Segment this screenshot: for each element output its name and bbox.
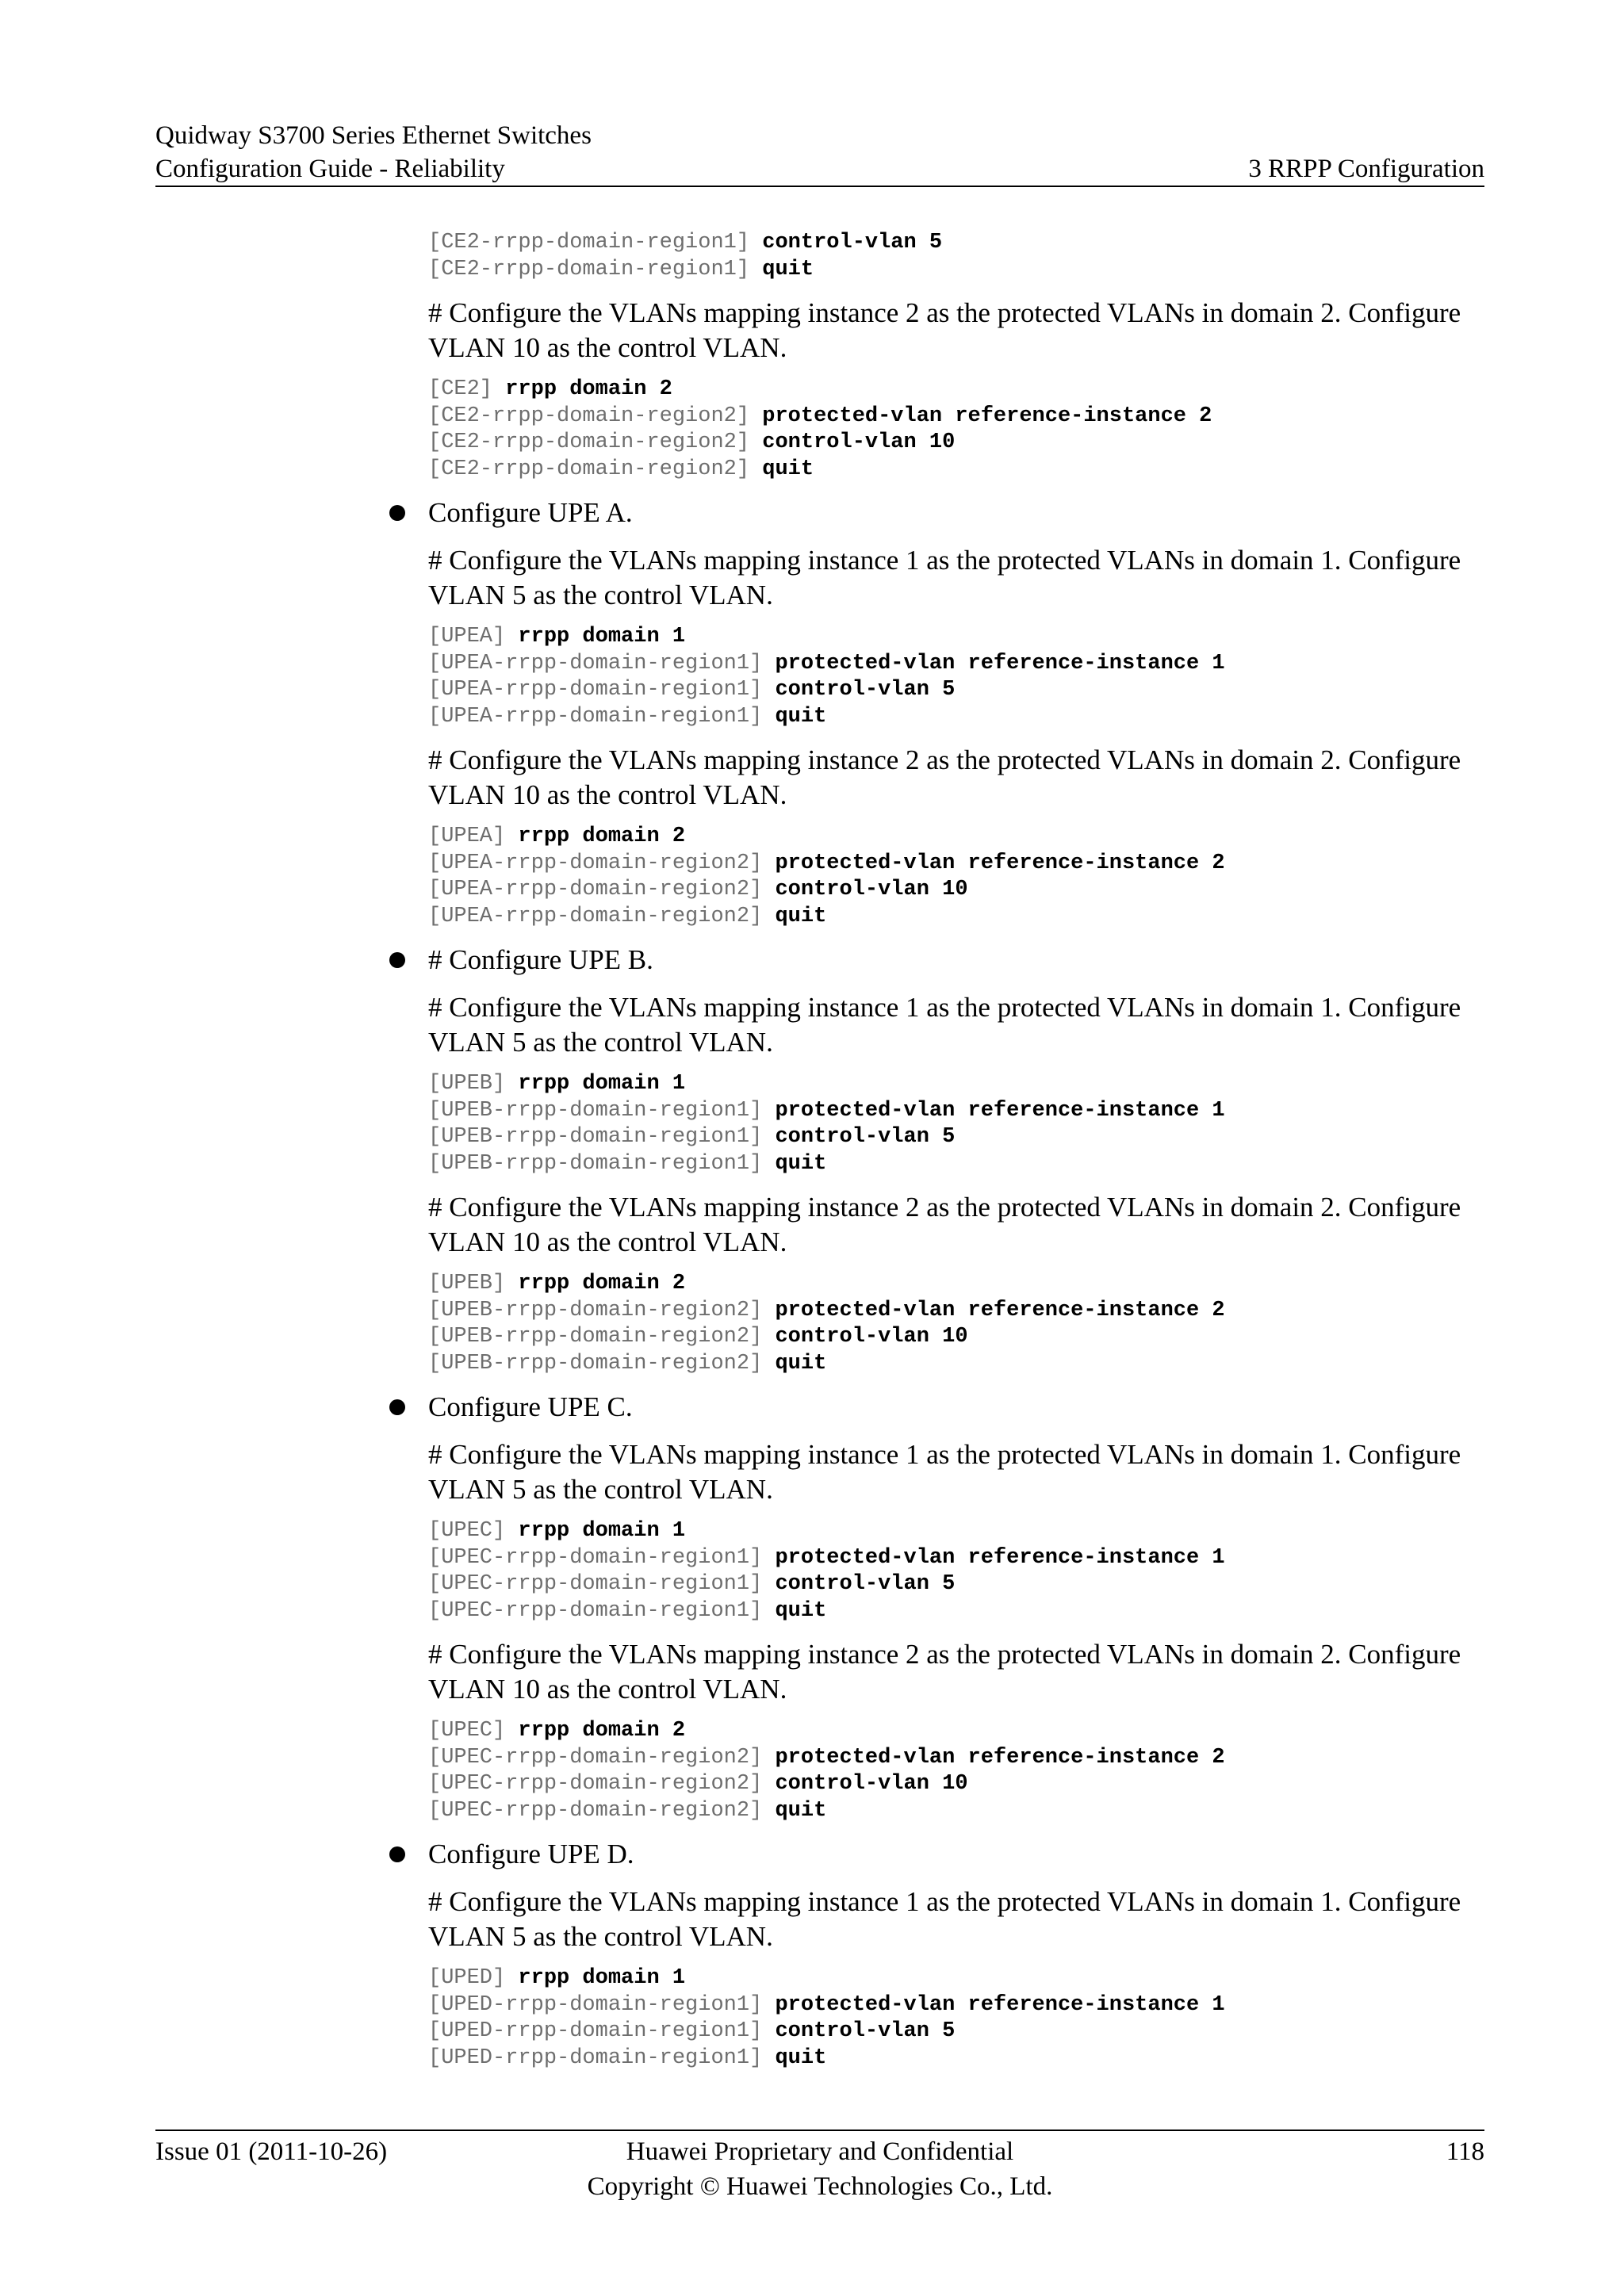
cli-command: rrpp domain 2 xyxy=(518,1719,686,1743)
cli-prompt: [UPEC-rrpp-domain-region2] xyxy=(428,1798,776,1823)
instruction-paragraph: # Configure the VLANs mapping instance 1 as the protected VLANs in domain 1. Configure VLAN 5 as the control VLAN. xyxy=(428,1886,1461,1952)
cli-command: quit xyxy=(775,704,827,729)
chapter-title: 3 RRPP Configuration xyxy=(1248,155,1484,183)
bullet-item xyxy=(428,1390,1488,1425)
code-block xyxy=(428,1518,1488,1624)
cli-prompt: [CE2] xyxy=(428,377,506,401)
cli-command: protected-vlan reference-instance 2 xyxy=(775,851,1225,875)
cli-command: rrpp domain 1 xyxy=(518,1966,686,1990)
document-product-title: Quidway S3700 Series Ethernet Switches xyxy=(155,121,592,150)
cli-prompt: [CE2-rrpp-domain-region2] xyxy=(428,430,763,454)
cli-prompt: [CE2-rrpp-domain-region2] xyxy=(428,457,763,481)
cli-command: protected-vlan reference-instance 1 xyxy=(775,651,1225,675)
cli-command: protected-vlan reference-instance 2 xyxy=(775,1298,1225,1322)
code-line xyxy=(428,1351,1488,1378)
bullet-item xyxy=(428,1837,1488,1872)
bullet-text: # Configure UPE B. xyxy=(428,944,653,975)
cli-prompt: [UPEC] xyxy=(428,1719,519,1743)
code-block xyxy=(428,1718,1488,1824)
cli-prompt: [CE2-rrpp-domain-region2] xyxy=(428,404,763,428)
cli-command: protected-vlan reference-instance 1 xyxy=(775,1098,1225,1123)
code-line xyxy=(428,677,1488,704)
proprietary-notice: Huawei Proprietary and Confidential xyxy=(626,2137,1014,2166)
code-line xyxy=(428,1324,1488,1351)
cli-prompt: [UPEC-rrpp-domain-region2] xyxy=(428,1772,776,1796)
code-line xyxy=(428,2019,1488,2045)
code-block xyxy=(428,1271,1488,1377)
code-line xyxy=(428,877,1488,904)
instruction-paragraph: # Configure the VLANs mapping instance 2 as the protected VLANs in domain 2. Configure VLAN 10 as the control VLAN. xyxy=(428,1192,1461,1257)
code-line xyxy=(428,257,1488,284)
cli-command: quit xyxy=(775,1351,827,1376)
code-line xyxy=(428,1518,1488,1545)
cli-command: control-vlan 5 xyxy=(775,1125,956,1149)
code-line xyxy=(428,2045,1488,2072)
code-line xyxy=(428,851,1488,878)
cli-prompt: [UPED-rrpp-domain-region1] xyxy=(428,1992,776,2017)
cli-prompt: [UPEB-rrpp-domain-region1] xyxy=(428,1151,776,1176)
code-line xyxy=(428,1718,1488,1745)
cli-prompt: [UPEC-rrpp-domain-region1] xyxy=(428,1572,776,1596)
bullet-text: Configure UPE C. xyxy=(428,1391,633,1422)
code-block xyxy=(428,824,1488,930)
instruction-paragraph: # Configure the VLANs mapping instance 2 as the protected VLANs in domain 2. Configure VLAN 10 as the control VLAN. xyxy=(428,1639,1461,1705)
code-line xyxy=(428,1098,1488,1125)
code-line xyxy=(428,1965,1488,1992)
code-block xyxy=(428,624,1488,730)
cli-prompt: [UPEA-rrpp-domain-region1] xyxy=(428,651,776,675)
code-line xyxy=(428,1745,1488,1772)
cli-command: control-vlan 5 xyxy=(762,231,943,254)
cli-prompt: [UPEA-rrpp-domain-region2] xyxy=(428,851,776,875)
code-line xyxy=(428,1071,1488,1098)
bullet-dot-icon xyxy=(389,952,405,968)
cli-command: control-vlan 10 xyxy=(775,878,968,901)
instruction-paragraph: # Configure the VLANs mapping instance 1 as the protected VLANs in domain 1. Configure VLAN 5 as the control VLAN. xyxy=(428,992,1461,1058)
cli-prompt: [UPEC-rrpp-domain-region2] xyxy=(428,1745,776,1770)
code-block xyxy=(428,230,1488,283)
code-line xyxy=(428,651,1488,678)
cli-command: rrpp domain 1 xyxy=(518,1519,686,1543)
code-block xyxy=(428,1071,1488,1177)
cli-prompt: [UPED] xyxy=(428,1966,519,1990)
cli-prompt: [UPEC-rrpp-domain-region1] xyxy=(428,1598,776,1623)
header-left xyxy=(155,119,592,186)
cli-command: quit xyxy=(762,457,814,481)
code-line xyxy=(428,824,1488,851)
code-line xyxy=(428,1771,1488,1798)
cli-command: control-vlan 10 xyxy=(775,1325,968,1349)
cli-prompt: [UPEA] xyxy=(428,625,519,649)
code-line xyxy=(428,404,1488,430)
instruction-paragraph: # Configure the VLANs mapping instance 2 as the protected VLANs in domain 2. Configure VLAN 10 as the control VLAN. xyxy=(428,297,1461,363)
cli-command: protected-vlan reference-instance 1 xyxy=(775,1545,1225,1570)
code-line xyxy=(428,457,1488,484)
bullet-text: Configure UPE D. xyxy=(428,1839,634,1869)
code-line xyxy=(428,230,1488,257)
cli-prompt: [UPEA-rrpp-domain-region1] xyxy=(428,678,776,702)
bullet-dot-icon xyxy=(389,1846,405,1862)
page-number: 118 xyxy=(1446,2137,1484,2166)
code-line xyxy=(428,704,1488,731)
cli-command: rrpp domain 1 xyxy=(518,625,686,649)
cli-prompt: [UPEB-rrpp-domain-region2] xyxy=(428,1351,776,1376)
cli-prompt: [UPEB] xyxy=(428,1272,519,1295)
code-line xyxy=(428,1271,1488,1298)
cli-prompt: [UPEA-rrpp-domain-region2] xyxy=(428,904,776,928)
cli-prompt: [UPEA] xyxy=(428,825,519,848)
instruction-paragraph: # Configure the VLANs mapping instance 1 as the protected VLANs in domain 1. Configure VLAN 5 as the control VLAN. xyxy=(428,1439,1461,1505)
cli-command: rrpp domain 2 xyxy=(518,825,686,848)
cli-command: control-vlan 5 xyxy=(775,2019,956,2043)
cli-prompt: [UPEB-rrpp-domain-region1] xyxy=(428,1125,776,1149)
cli-command: rrpp domain 2 xyxy=(518,1272,686,1295)
copyright-notice: Copyright © Huawei Technologies Co., Ltd. xyxy=(587,2172,1053,2201)
code-line xyxy=(428,1598,1488,1625)
cli-command: protected-vlan reference-instance 1 xyxy=(775,1992,1225,2017)
cli-command: quit xyxy=(775,1151,827,1176)
code-line xyxy=(428,1124,1488,1151)
bullet-text: Configure UPE A. xyxy=(428,497,633,528)
cli-prompt: [UPEC] xyxy=(428,1519,519,1543)
cli-prompt: [UPEB-rrpp-domain-region1] xyxy=(428,1098,776,1123)
page-header xyxy=(155,119,1484,187)
code-line xyxy=(428,377,1488,404)
code-line xyxy=(428,904,1488,931)
cli-command: control-vlan 5 xyxy=(775,678,956,702)
page-footer xyxy=(155,2130,1484,2204)
cli-prompt: [UPED-rrpp-domain-region1] xyxy=(428,2045,776,2070)
code-block xyxy=(428,377,1488,483)
cli-command: rrpp domain 2 xyxy=(505,377,672,401)
cli-command: control-vlan 10 xyxy=(762,430,956,454)
code-line xyxy=(428,1545,1488,1572)
bullet-item xyxy=(428,496,1488,530)
cli-prompt: [UPEA-rrpp-domain-region2] xyxy=(428,878,776,901)
cli-command: quit xyxy=(775,904,827,928)
cli-command: control-vlan 5 xyxy=(775,1572,956,1596)
cli-prompt: [UPEC-rrpp-domain-region1] xyxy=(428,1545,776,1570)
cli-command: quit xyxy=(775,1798,827,1823)
cli-prompt: [CE2-rrpp-domain-region1] xyxy=(428,231,763,254)
code-block xyxy=(428,1965,1488,2072)
cli-command: quit xyxy=(775,1598,827,1623)
code-line xyxy=(428,1298,1488,1325)
code-line xyxy=(428,1151,1488,1178)
cli-command: quit xyxy=(762,257,814,281)
bullet-item xyxy=(428,943,1488,978)
cli-prompt: [UPEA-rrpp-domain-region1] xyxy=(428,704,776,729)
document-guide-title: Configuration Guide - Reliability xyxy=(155,155,505,183)
cli-prompt: [CE2-rrpp-domain-region1] xyxy=(428,257,763,281)
cli-command: control-vlan 10 xyxy=(775,1772,968,1796)
bullet-dot-icon xyxy=(389,1399,405,1415)
code-line xyxy=(428,1798,1488,1825)
cli-prompt: [UPEB] xyxy=(428,1072,519,1096)
code-line xyxy=(428,430,1488,457)
cli-command: quit xyxy=(775,2045,827,2070)
code-line xyxy=(428,1571,1488,1598)
bullet-dot-icon xyxy=(389,505,405,521)
cli-prompt: [UPEB-rrpp-domain-region2] xyxy=(428,1325,776,1349)
instruction-paragraph: # Configure the VLANs mapping instance 1 as the protected VLANs in domain 1. Configure VLAN 5 as the control VLAN. xyxy=(428,545,1461,610)
cli-command: rrpp domain 1 xyxy=(518,1072,686,1096)
code-line xyxy=(428,1992,1488,2019)
issue-date: Issue 01 (2011-10-26) xyxy=(155,2137,388,2166)
cli-prompt: [UPEB-rrpp-domain-region2] xyxy=(428,1298,776,1322)
code-line xyxy=(428,624,1488,651)
cli-prompt: [UPED-rrpp-domain-region1] xyxy=(428,2019,776,2043)
cli-command: protected-vlan reference-instance 2 xyxy=(762,404,1212,428)
document-body xyxy=(428,230,1488,2072)
cli-command: protected-vlan reference-instance 2 xyxy=(775,1745,1225,1770)
instruction-paragraph: # Configure the VLANs mapping instance 2 as the protected VLANs in domain 2. Configure VLAN 10 as the control VLAN. xyxy=(428,744,1461,810)
